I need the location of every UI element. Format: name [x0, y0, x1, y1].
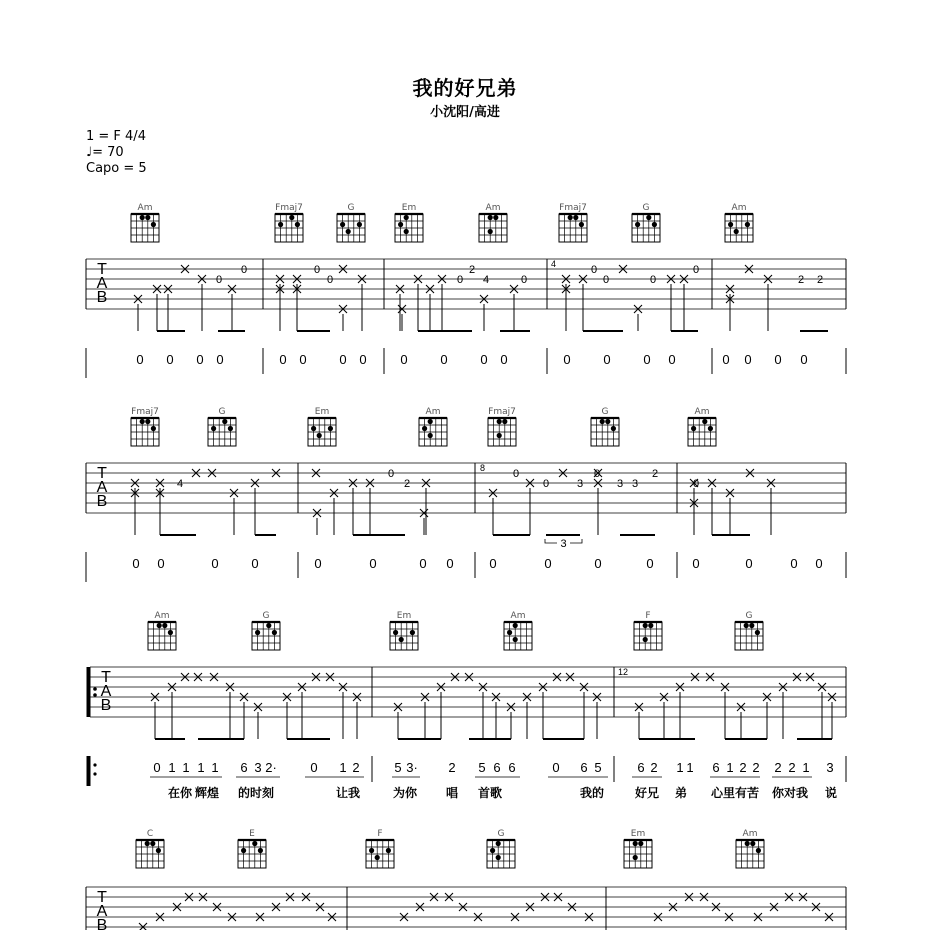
chord-name: Am [485, 203, 501, 213]
fret-number: 0 [326, 274, 334, 286]
chord-finger-dot [755, 630, 760, 635]
jianpu-note: 0 [745, 556, 753, 571]
chord-finger-dot [346, 229, 351, 234]
jianpu-note: 0 [153, 760, 161, 775]
chord-diagram [591, 407, 619, 446]
measure-number: 8 [480, 463, 486, 473]
chord-finger-dot [648, 623, 653, 628]
chord-name: Am [742, 829, 758, 839]
chord-finger-dot [252, 841, 257, 846]
jianpu-note: 0 [800, 352, 808, 367]
chord-name: Am [731, 203, 747, 213]
chord-finger-dot [579, 222, 584, 227]
chord-name: Fmaj7 [559, 203, 587, 213]
chord-finger-dot [255, 630, 260, 635]
tab-clef-letter: T [97, 261, 107, 278]
chord-name: Am [510, 611, 526, 621]
jianpu-note: 0 [251, 556, 259, 571]
chord-finger-dot [145, 215, 150, 220]
jianpu-note: 1 [686, 760, 694, 775]
lyric-word: 说 [824, 786, 838, 800]
fret-number: 0 [313, 264, 321, 276]
chord-name: G [642, 203, 650, 213]
chord-finger-dot [272, 630, 277, 635]
jianpu-note: 1 [676, 760, 684, 775]
chord-finger-dot [151, 222, 156, 227]
jianpu-note: 2· [265, 760, 277, 775]
jianpu-note: 6 [712, 760, 720, 775]
chord-diagram [148, 611, 176, 650]
jianpu-note: 0 [500, 352, 508, 367]
chord-finger-dot [497, 433, 502, 438]
chord-finger-dot [708, 426, 713, 431]
jianpu-note: 0 [544, 556, 552, 571]
jianpu-note: 0 [692, 556, 700, 571]
jianpu-note: 0 [157, 556, 165, 571]
chord-diagram [238, 829, 266, 868]
chord-diagram [419, 407, 447, 446]
chord-name: Em [314, 407, 330, 417]
chord-finger-dot [502, 419, 507, 424]
jianpu-note: 2 [448, 760, 456, 775]
jianpu-note: 1 [197, 760, 205, 775]
fret-number: 4 [176, 478, 184, 490]
chord-finger-dot [745, 222, 750, 227]
jianpu-note: 6 [240, 760, 248, 775]
jianpu-note: 0 [166, 352, 174, 367]
song-artists: 小沈阳/高进 [430, 105, 500, 120]
chord-finger-dot [328, 426, 333, 431]
chord-finger-dot [289, 215, 294, 220]
jianpu-note: 0 [646, 556, 654, 571]
chord-diagram [390, 611, 418, 650]
chord-diagram [736, 829, 764, 868]
tab-clef-letter: A [96, 479, 108, 496]
chord-name: Am [154, 611, 170, 621]
fret-number: 0 [692, 478, 700, 490]
jianpu-note: 0 [400, 352, 408, 367]
measure-number: 12 [618, 667, 629, 677]
chord-finger-dot [369, 848, 374, 853]
jianpu-note: 0 [489, 556, 497, 571]
chord-name: Em [401, 203, 417, 213]
lyric-word: 为你 [392, 786, 418, 800]
tab-clef-letter: T [101, 669, 111, 686]
chord-diagram [634, 611, 662, 650]
chord-diagram [337, 203, 365, 242]
fret-number: 0 [240, 264, 248, 276]
jianpu-note: 0 [815, 556, 823, 571]
chord-diagram [275, 203, 303, 242]
jianpu-note: 0 [722, 352, 730, 367]
jianpu-repeat-dot [93, 772, 96, 775]
chord-name: Em [396, 611, 412, 621]
jianpu-note: 3· [406, 760, 418, 775]
chord-diagram [632, 203, 660, 242]
chord-diagram [624, 829, 652, 868]
fret-number: 0 [456, 274, 464, 286]
chord-finger-dot [635, 222, 640, 227]
fret-number: 0 [649, 274, 657, 286]
jianpu-repeat-dot [93, 763, 96, 766]
fret-number: 4 [482, 274, 490, 286]
chord-finger-dot [745, 841, 750, 846]
lyric-word: 弟 [674, 786, 688, 800]
jianpu-note: 1 [339, 760, 347, 775]
chord-finger-dot [428, 419, 433, 424]
tab-clef-letter: A [100, 683, 112, 700]
chord-finger-dot [568, 215, 573, 220]
jianpu-note: 3 [826, 760, 834, 775]
chord-finger-dot [749, 623, 754, 628]
fret-number: 0 [520, 274, 528, 286]
jianpu-note: 0 [310, 760, 318, 775]
chord-finger-dot [643, 637, 648, 642]
chord-name: F [377, 829, 383, 839]
chord-diagram [688, 407, 716, 446]
jianpu-note: 0 [552, 760, 560, 775]
jianpu-note: 0 [480, 352, 488, 367]
chord-finger-dot [145, 841, 150, 846]
chord-diagram [479, 203, 507, 242]
chord-name: Am [425, 407, 441, 417]
chord-finger-dot [691, 426, 696, 431]
jianpu-note: 0 [790, 556, 798, 571]
fret-number: 0 [542, 478, 550, 490]
chord-diagram [559, 203, 587, 242]
fret-number: 0 [215, 274, 223, 286]
jianpu-note: 5 [478, 760, 486, 775]
chord-diagram [395, 203, 423, 242]
jianpu-note: 0 [299, 352, 307, 367]
fret-number: 0 [602, 274, 610, 286]
repeat-dot [93, 687, 97, 691]
chord-finger-dot [410, 630, 415, 635]
jianpu-note: 2 [788, 760, 796, 775]
tab-clef-letter: T [97, 465, 107, 482]
jianpu-note: 2 [774, 760, 782, 775]
chord-finger-dot [295, 222, 300, 227]
measure-number: 4 [551, 259, 557, 269]
chord-finger-dot [600, 419, 605, 424]
chord-finger-dot [150, 841, 155, 846]
chord-diagram [735, 611, 763, 650]
chord-finger-dot [513, 637, 518, 642]
x-note [139, 923, 147, 930]
chord-finger-dot [151, 426, 156, 431]
tab-clef-letter: B [96, 917, 108, 930]
repeat-dot [93, 693, 97, 697]
jianpu-note: 0 [216, 352, 224, 367]
jianpu-note: 6 [580, 760, 588, 775]
chord-name: Am [137, 203, 153, 213]
chord-finger-dot [145, 419, 150, 424]
jianpu-note: 0 [369, 556, 377, 571]
chord-finger-dot [488, 215, 493, 220]
jianpu-note: 1 [802, 760, 810, 775]
fret-number: 2 [797, 274, 805, 286]
chord-finger-dot [493, 215, 498, 220]
jianpu-note: 0 [136, 352, 144, 367]
chord-finger-dot [702, 419, 707, 424]
triplet-number: 3 [560, 538, 567, 550]
chord-finger-dot [399, 637, 404, 642]
chord-finger-dot [228, 426, 233, 431]
chord-name: Fmaj7 [275, 203, 303, 213]
fret-number: 2 [651, 468, 659, 480]
chord-name: G [218, 407, 226, 417]
chord-finger-dot [211, 426, 216, 431]
chord-finger-dot [357, 222, 362, 227]
jianpu-note: 0 [594, 556, 602, 571]
fret-number: 0 [593, 468, 601, 480]
jianpu-note: 6 [637, 760, 645, 775]
chord-diagram [252, 611, 280, 650]
chord-finger-dot [386, 848, 391, 853]
jianpu-note: 1 [168, 760, 176, 775]
jianpu-note: 0 [339, 352, 347, 367]
fret-number: 3 [616, 478, 624, 490]
chord-finger-dot [398, 222, 403, 227]
tab-clef-letter: B [96, 289, 108, 306]
chord-finger-dot [140, 419, 145, 424]
chord-finger-dot [404, 229, 409, 234]
chord-finger-dot [496, 841, 501, 846]
jianpu-note: 0 [603, 352, 611, 367]
chord-finger-dot [633, 855, 638, 860]
jianpu-note: 0 [643, 352, 651, 367]
chord-finger-dot [750, 841, 755, 846]
chord-finger-dot [157, 623, 162, 628]
chord-finger-dot [340, 222, 345, 227]
fret-number: 0 [512, 468, 520, 480]
jianpu-note: 0 [563, 352, 571, 367]
jianpu-note: 2 [352, 760, 360, 775]
chord-finger-dot [496, 855, 501, 860]
chord-finger-dot [375, 855, 380, 860]
jianpu-note: 2 [739, 760, 747, 775]
jianpu-note: 1 [211, 760, 219, 775]
chord-finger-dot [488, 229, 493, 234]
fret-number: 2 [403, 478, 411, 490]
jianpu-note: 1 [726, 760, 734, 775]
chord-finger-dot [744, 623, 749, 628]
chord-diagram [725, 203, 753, 242]
jianpu-note: 0 [774, 352, 782, 367]
chord-name: G [601, 407, 609, 417]
fret-number: 3 [631, 478, 639, 490]
lyric-word: 辉煌 [194, 786, 220, 800]
lyric-word: 心里有苦 [710, 786, 760, 800]
chord-finger-dot [241, 848, 246, 853]
fret-number: 2 [468, 264, 476, 276]
chord-name: G [262, 611, 270, 621]
chord-finger-dot [611, 426, 616, 431]
fret-number: 3 [576, 478, 584, 490]
chord-finger-dot [652, 222, 657, 227]
jianpu-note: 5 [394, 760, 402, 775]
chord-diagram [366, 829, 394, 868]
chord-diagram [136, 829, 164, 868]
jianpu-note: 2 [650, 760, 658, 775]
chord-finger-dot [168, 630, 173, 635]
lyric-word: 的时刻 [237, 786, 275, 800]
chord-name: G [745, 611, 753, 621]
fret-number: 0 [387, 468, 395, 480]
jianpu-note: 6 [508, 760, 516, 775]
chord-name: F [645, 611, 651, 621]
tab-clef-letter: A [96, 275, 108, 292]
chord-finger-dot [428, 433, 433, 438]
jianpu-note: 0 [446, 556, 454, 571]
tab-clef-letter: A [96, 903, 108, 920]
lyric-word: 唱 [445, 786, 459, 800]
jianpu-note: 0 [744, 352, 752, 367]
chord-finger-dot [162, 623, 167, 628]
chord-finger-dot [490, 848, 495, 853]
chord-finger-dot [258, 848, 263, 853]
jianpu-note: 2 [752, 760, 760, 775]
chord-finger-dot [507, 630, 512, 635]
jianpu-note: 5 [594, 760, 602, 775]
jianpu-note: 0 [196, 352, 204, 367]
lyric-word: 让我 [335, 786, 361, 800]
chord-diagram [488, 407, 516, 446]
jianpu-note: 0 [419, 556, 427, 571]
chord-name: E [249, 829, 255, 839]
chord-finger-dot [278, 222, 283, 227]
chord-finger-dot [393, 630, 398, 635]
chord-diagram [131, 203, 159, 242]
chord-finger-dot [222, 419, 227, 424]
tab-clef-letter: B [96, 493, 108, 510]
chord-finger-dot [605, 419, 610, 424]
chord-finger-dot [140, 215, 145, 220]
jianpu-note: 0 [211, 556, 219, 571]
jianpu-note: 0 [132, 556, 140, 571]
chord-name: Am [694, 407, 710, 417]
chord-finger-dot [643, 623, 648, 628]
chord-finger-dot [311, 426, 316, 431]
tab-clef-letter: T [97, 889, 107, 906]
jianpu-note: 0 [668, 352, 676, 367]
tempo-marking: ♩= 70 [86, 145, 124, 160]
lyric-word: 首歌 [477, 786, 503, 800]
chord-name: Fmaj7 [131, 407, 159, 417]
chord-name: C [146, 829, 154, 839]
chord-finger-dot [638, 841, 643, 846]
lyric-word: 我的 [579, 786, 605, 800]
chord-finger-dot [422, 426, 427, 431]
chord-finger-dot [728, 222, 733, 227]
jianpu-note: 0 [279, 352, 287, 367]
chord-finger-dot [756, 848, 761, 853]
fret-number: 0 [692, 264, 700, 276]
chord-name: G [347, 203, 355, 213]
chord-diagram [131, 407, 159, 446]
chord-diagram [208, 407, 236, 446]
lyric-word: 在你 [167, 786, 193, 800]
jianpu-note: 0 [440, 352, 448, 367]
song-title: 我的好兄弟 [412, 76, 518, 100]
chord-finger-dot [317, 433, 322, 438]
fret-number: 2 [816, 274, 824, 286]
chord-finger-dot [404, 215, 409, 220]
chord-diagram [504, 611, 532, 650]
chord-diagram [308, 407, 336, 446]
chord-finger-dot [734, 229, 739, 234]
chord-finger-dot [266, 623, 271, 628]
jianpu-note: 3 [254, 760, 262, 775]
tab-clef-letter: B [100, 697, 112, 714]
capo-position: Capo = 5 [86, 161, 147, 176]
key-signature: 1 = F 4/4 [86, 129, 146, 144]
lyric-word: 你对我 [771, 786, 809, 800]
jianpu-note: 0 [359, 352, 367, 367]
chord-finger-dot [156, 848, 161, 853]
fret-number: 0 [590, 264, 598, 276]
chord-name: Em [630, 829, 646, 839]
chord-finger-dot [633, 841, 638, 846]
chord-name: Fmaj7 [488, 407, 516, 417]
chord-finger-dot [573, 215, 578, 220]
chord-finger-dot [497, 419, 502, 424]
chord-name: G [497, 829, 505, 839]
chord-finger-dot [513, 623, 518, 628]
chord-diagram [487, 829, 515, 868]
jianpu-note: 0 [314, 556, 322, 571]
jianpu-note: 1 [182, 760, 190, 775]
chord-finger-dot [646, 215, 651, 220]
jianpu-note: 6 [493, 760, 501, 775]
lyric-word: 好兄 [634, 786, 660, 800]
